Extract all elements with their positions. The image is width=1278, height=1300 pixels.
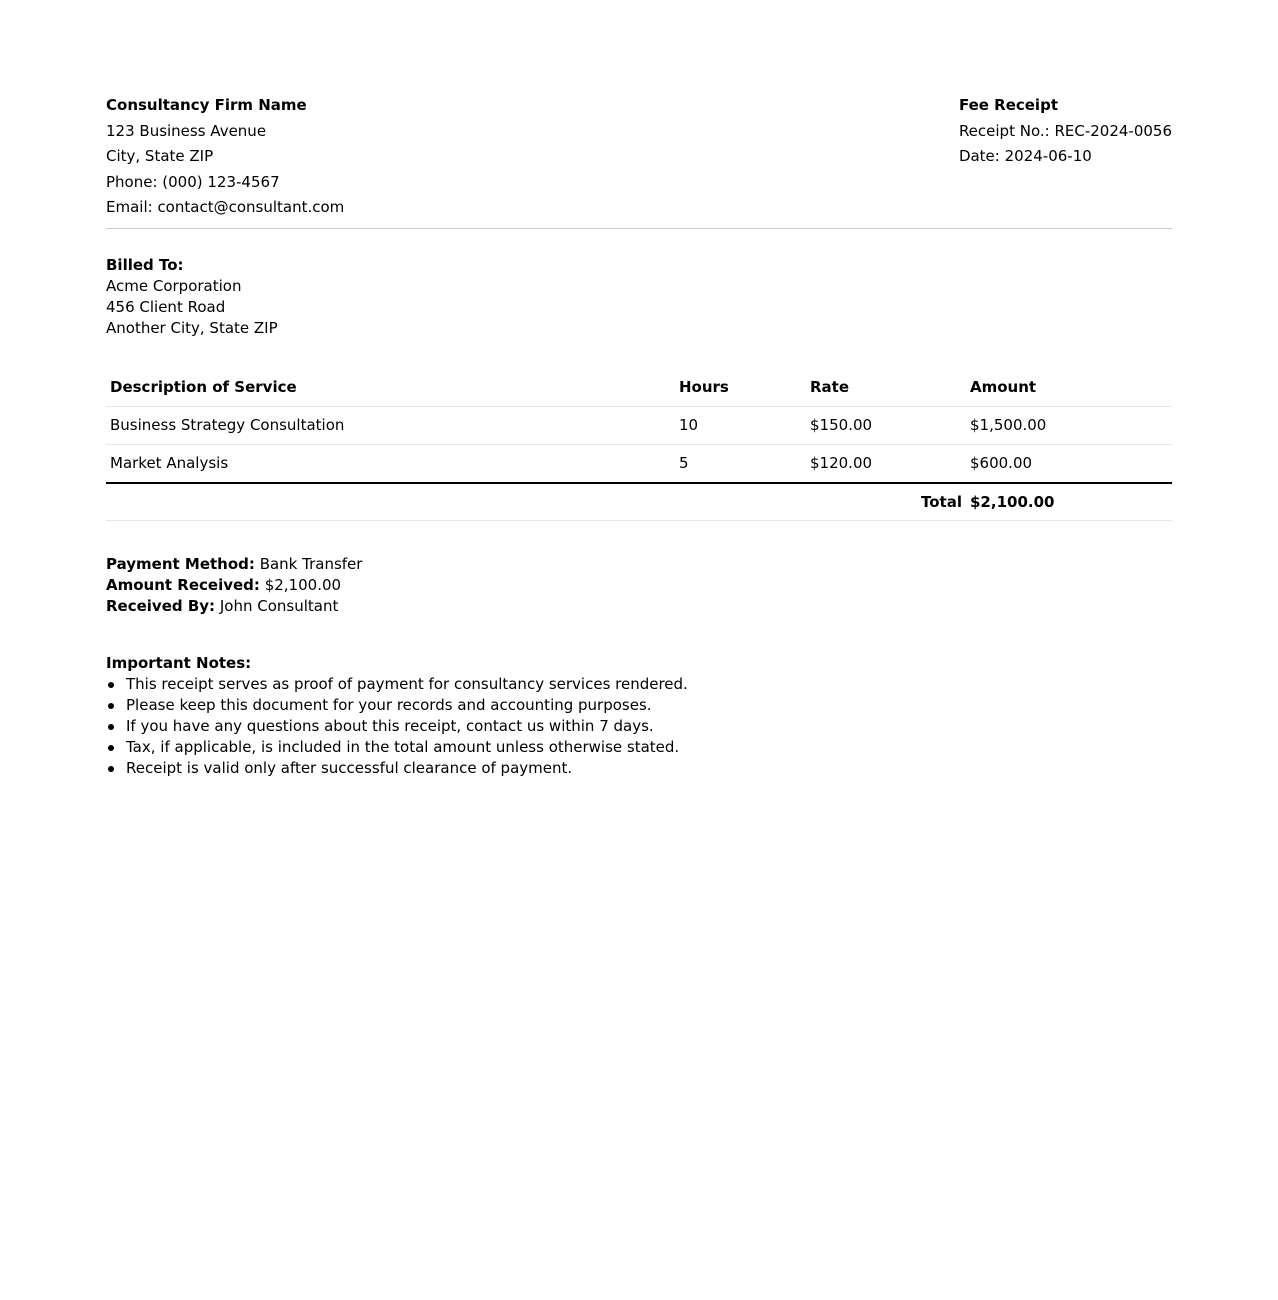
list-item	[106, 758, 1172, 779]
list-item	[106, 674, 1172, 695]
list-item	[106, 737, 1172, 758]
total-value: $2,100.00	[966, 483, 1172, 521]
received-by-label: Received By:	[106, 596, 216, 615]
firm-name: Consultancy Firm Name	[106, 96, 307, 114]
billed-to-section	[106, 255, 1172, 339]
firm-email: Email: contact@consultant.com	[106, 198, 345, 216]
firm-address-line2: City, State ZIP	[106, 147, 214, 165]
bullet-icon	[108, 724, 114, 730]
receipt-info	[959, 93, 1172, 170]
receipt-page	[106, 0, 1172, 779]
table-row	[106, 444, 1172, 483]
note-text: Receipt is valid only after successful clearance of payment.	[126, 758, 573, 777]
client-name: Acme Corporation	[106, 276, 242, 295]
note-text: Please keep this document for your records and accounting purposes.	[126, 695, 652, 714]
note-text: Tax, if applicable, is included in the total amount unless otherwise stated.	[126, 737, 680, 756]
service-amount: $600.00	[966, 444, 1172, 483]
list-item	[106, 695, 1172, 716]
service-rate: $150.00	[806, 406, 966, 444]
client-address-line1: 456 Client Road	[106, 297, 226, 316]
receipt-number: Receipt No.: REC-2024-0056	[958, 121, 1172, 140]
bullet-icon	[108, 745, 114, 751]
total-row	[106, 483, 1172, 521]
column-header-rate: Rate	[806, 369, 966, 407]
note-text: This receipt serves as proof of payment for consultancy services rendered.	[126, 674, 688, 693]
note-text: If you have any questions about this receipt, contact us within 7 days.	[126, 716, 654, 735]
service-hours: 10	[675, 406, 806, 444]
amount-received-label: Amount Received:	[106, 575, 260, 594]
receipt-date: Date: 2024-06-10	[958, 147, 1092, 165]
list-item	[106, 716, 1172, 737]
receipt-header	[106, 93, 1172, 229]
table-header-row	[106, 369, 1172, 407]
column-header-hours: Hours	[675, 369, 806, 407]
services-table	[106, 369, 1172, 521]
service-description: Market Analysis	[106, 444, 675, 483]
payment-method-label: Payment Method:	[106, 554, 255, 573]
bullet-icon	[108, 682, 114, 688]
firm-phone: Phone: (000) 123-4567	[106, 172, 280, 191]
service-amount: $1,500.00	[966, 406, 1172, 444]
total-label: Total	[106, 483, 966, 521]
column-header-description: Description of Service	[106, 369, 675, 407]
important-notes-section	[106, 653, 1172, 779]
service-hours: 5	[675, 444, 806, 483]
bullet-icon	[108, 766, 114, 772]
payment-method	[106, 554, 1172, 575]
client-address-line2: Another City, State ZIP	[106, 318, 278, 337]
bullet-icon	[108, 703, 114, 709]
payment-method-value: Bank Transfer	[259, 554, 363, 573]
service-rate: $120.00	[806, 444, 966, 483]
amount-received	[106, 575, 1172, 596]
received-by-value: John Consultant	[219, 596, 339, 615]
receipt-title: Fee Receipt	[958, 96, 1058, 114]
firm-info	[106, 93, 344, 221]
notes-title: Important Notes:	[106, 653, 252, 672]
notes-list	[106, 674, 1172, 779]
firm-address-line1: 123 Business Avenue	[106, 121, 267, 140]
billed-to-label: Billed To:	[106, 255, 184, 274]
payment-section	[106, 554, 1172, 617]
received-by	[106, 596, 1172, 617]
service-description: Business Strategy Consultation	[106, 406, 675, 444]
column-header-amount: Amount	[966, 369, 1172, 407]
amount-received-value: $2,100.00	[264, 575, 342, 594]
table-row	[106, 406, 1172, 444]
